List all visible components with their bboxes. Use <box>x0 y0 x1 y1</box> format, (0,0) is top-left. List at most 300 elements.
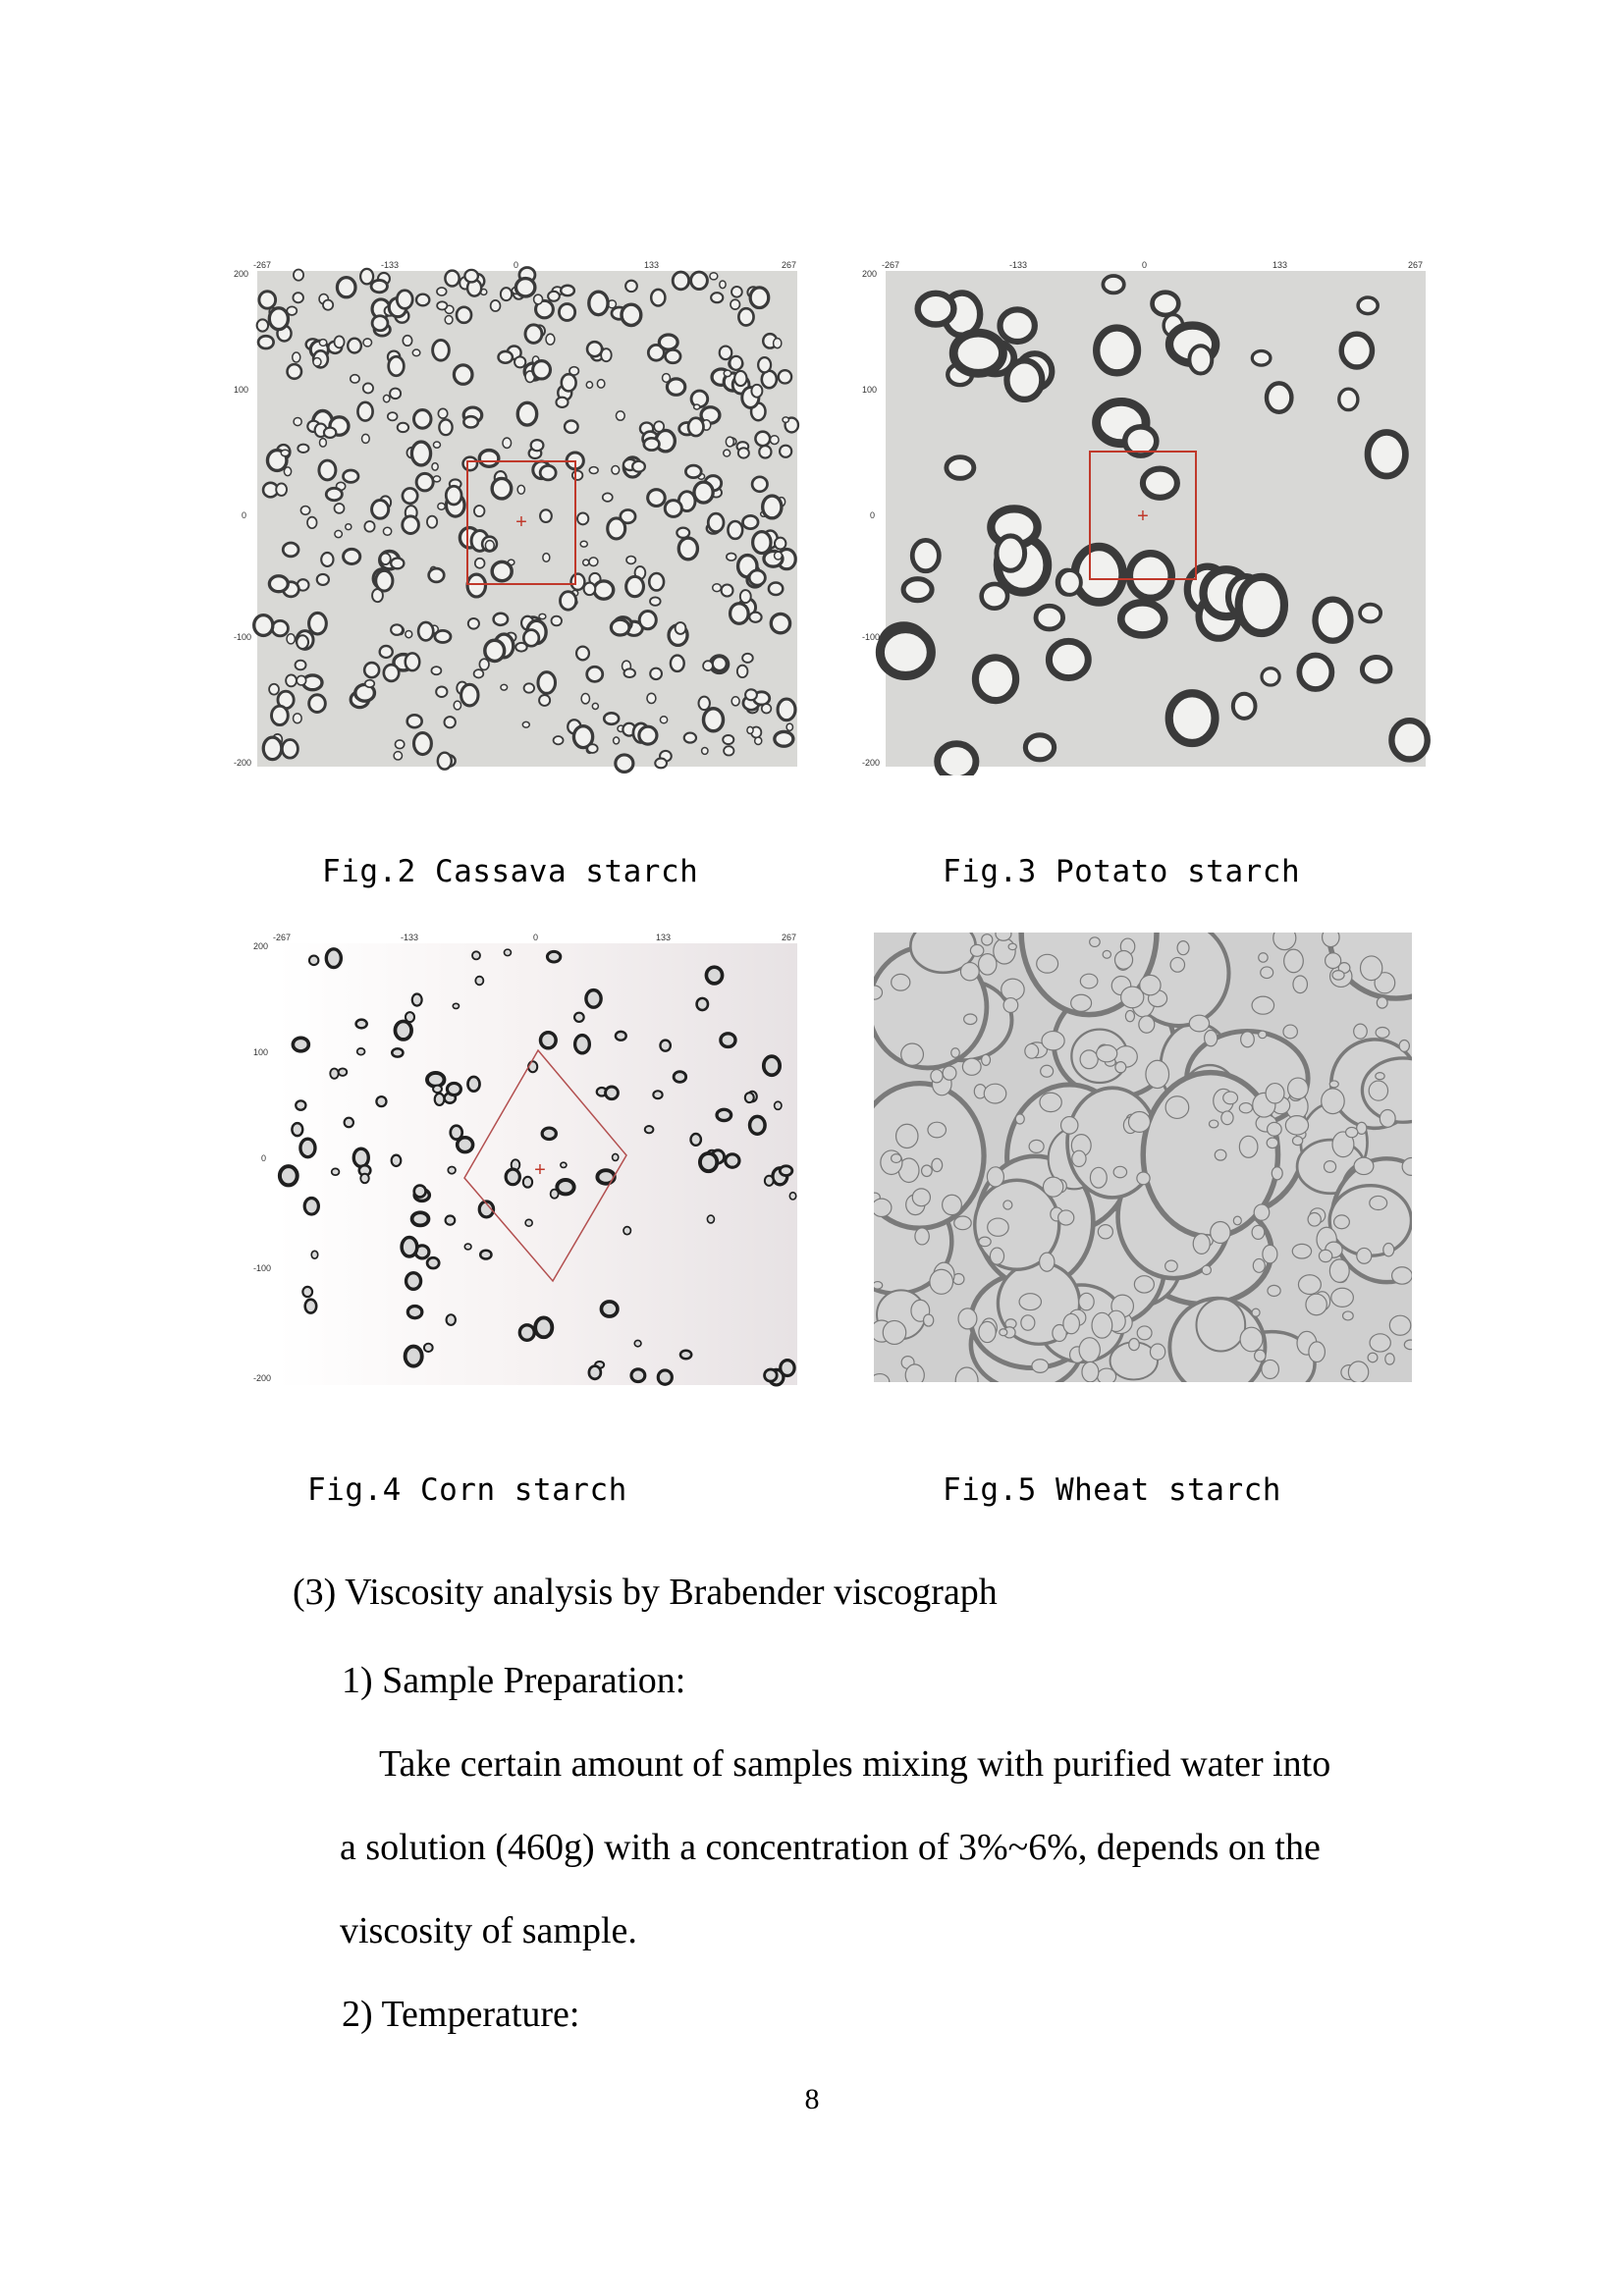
svg-text:-133: -133 <box>381 260 400 270</box>
starch-granule <box>1075 547 1123 602</box>
starch-granule <box>616 411 624 420</box>
starch-granule <box>1339 389 1358 409</box>
svg-text:-100: -100 <box>253 1263 272 1273</box>
starch-granule <box>581 694 589 704</box>
starch-granule <box>433 442 440 448</box>
starch-granule <box>433 340 450 360</box>
starch-granule <box>994 938 1015 964</box>
starch-granule <box>1169 693 1216 743</box>
starch-granule <box>1080 1050 1098 1069</box>
starch-granule <box>601 1302 617 1316</box>
starch-granule <box>1239 1136 1258 1157</box>
starch-granule <box>614 737 620 744</box>
starch-granule <box>501 288 512 300</box>
item1-body-line3: viscosity of sample. <box>340 1910 637 1951</box>
svg-text:0: 0 <box>261 1153 267 1163</box>
starch-granule <box>538 672 556 694</box>
starch-granule <box>403 516 419 534</box>
starch-granule <box>703 661 713 670</box>
starch-granule <box>348 339 361 353</box>
starch-granule <box>1266 1084 1284 1103</box>
starch-granule <box>1000 1329 1007 1336</box>
starch-granule <box>319 439 326 448</box>
starch-granule <box>380 646 393 658</box>
starch-granule <box>560 592 575 610</box>
starch-granule <box>1006 360 1042 400</box>
starch-granule <box>648 490 666 507</box>
starch-granule <box>903 579 932 601</box>
starch-granule <box>1090 937 1101 947</box>
starch-granule <box>1092 1312 1112 1338</box>
starch-granule <box>931 1070 943 1083</box>
starch-granule <box>1103 276 1123 293</box>
starch-granule <box>1341 334 1372 367</box>
starch-granule <box>346 524 352 530</box>
starch-granule <box>524 683 535 692</box>
starch-granule <box>1376 1027 1389 1038</box>
starch-granule <box>1376 1073 1384 1080</box>
starch-granule <box>437 301 447 309</box>
starch-granule <box>1399 1040 1409 1051</box>
starch-granule <box>1252 996 1274 1014</box>
starch-granule <box>397 291 412 309</box>
starch-granule <box>335 336 345 347</box>
starch-granule <box>390 389 401 400</box>
starch-granule <box>543 554 550 562</box>
figure-corn-starch <box>253 928 803 1389</box>
starch-granule <box>728 521 742 539</box>
starch-granule <box>263 737 282 760</box>
starch-granule <box>416 473 433 490</box>
starch-granule <box>1029 1140 1044 1152</box>
starch-granule <box>660 1041 670 1051</box>
starch-granule <box>1368 1353 1378 1362</box>
starch-granule <box>1285 1116 1308 1135</box>
crosshair-icon: + <box>515 511 527 533</box>
starch-granule <box>597 380 605 389</box>
starch-granule <box>363 383 373 393</box>
starch-granule <box>464 1244 471 1250</box>
starch-granule <box>1326 953 1341 969</box>
starch-granule <box>1267 1138 1278 1148</box>
starch-granule <box>775 552 783 560</box>
starch-granule <box>407 1306 421 1317</box>
starch-granule <box>613 1153 619 1160</box>
starch-granule <box>284 467 291 476</box>
starch-granule <box>677 528 689 538</box>
starch-granule <box>616 1032 626 1041</box>
starch-granule <box>313 358 321 366</box>
starch-granule <box>659 335 677 349</box>
starch-granule <box>608 518 625 539</box>
starch-granule <box>738 448 749 457</box>
starch-granule <box>304 1199 318 1215</box>
starch-granule <box>586 382 592 389</box>
starch-granule <box>540 465 556 480</box>
starch-granule <box>406 653 420 670</box>
starch-granule <box>356 1020 367 1029</box>
starch-granule <box>436 686 447 697</box>
starch-granule <box>445 271 459 287</box>
starch-granule <box>392 1155 402 1166</box>
starch-granule <box>528 1061 537 1072</box>
starch-granule <box>1021 1315 1035 1330</box>
svg-text:-100: -100 <box>234 632 252 642</box>
starch-granule <box>391 559 404 569</box>
starch-granule <box>953 333 1002 373</box>
starch-granule <box>700 1153 717 1171</box>
starch-granule <box>1061 1117 1078 1135</box>
starch-granule <box>631 1369 645 1382</box>
starch-granule <box>987 1167 1003 1187</box>
starch-granule <box>753 532 771 554</box>
starch-granule <box>323 300 333 310</box>
starch-granule <box>1391 721 1427 759</box>
starch-granule <box>535 1317 552 1337</box>
svg-text:-200: -200 <box>862 758 881 768</box>
starch-granule <box>572 471 582 480</box>
starch-granule <box>1404 1340 1412 1350</box>
starch-granule <box>1389 1315 1410 1335</box>
starch-granule <box>1272 1167 1282 1180</box>
starch-granule <box>1253 1258 1265 1272</box>
svg-text:-100: -100 <box>862 632 881 642</box>
starch-granule <box>411 442 430 465</box>
starch-granule <box>1383 1243 1394 1255</box>
starch-granule <box>775 1101 782 1109</box>
starch-granule <box>1134 1276 1154 1293</box>
starch-granule <box>1153 293 1179 315</box>
starch-granule <box>901 1043 924 1065</box>
starch-granule <box>254 615 273 636</box>
starch-granule <box>431 667 441 674</box>
starch-granule <box>616 755 633 772</box>
figure-wheat-starch <box>874 933 1412 1382</box>
starch-granule <box>1113 1166 1126 1177</box>
starch-granule <box>514 356 525 367</box>
starch-granule <box>515 279 534 296</box>
starch-granule <box>539 695 550 706</box>
starch-granule <box>1233 694 1256 719</box>
starch-granule <box>501 684 508 690</box>
starch-granule <box>447 1314 456 1325</box>
starch-granule <box>1040 1253 1055 1271</box>
starch-granule <box>1239 577 1284 633</box>
starch-granule <box>1268 1285 1280 1296</box>
starch-granule <box>384 665 399 681</box>
starch-granule <box>1252 350 1271 365</box>
starch-granule <box>924 1314 934 1326</box>
starch-granule <box>287 634 295 644</box>
starch-granule <box>548 292 560 301</box>
starch-granule <box>492 478 512 499</box>
starch-granule <box>1329 1259 1349 1282</box>
starch-granule <box>541 1033 557 1048</box>
starch-granule <box>915 1228 929 1245</box>
starch-granule <box>1252 1308 1260 1316</box>
starch-granule <box>769 583 783 595</box>
svg-text:100: 100 <box>253 1047 269 1057</box>
starch-granule <box>713 584 722 592</box>
starch-granule <box>755 737 762 745</box>
starch-granule <box>494 614 508 625</box>
starch-granule <box>1215 1149 1226 1160</box>
starch-granule <box>720 347 732 360</box>
starch-granule <box>531 440 544 451</box>
starch-granule <box>1097 328 1138 373</box>
starch-granule <box>580 541 587 547</box>
starch-granule <box>918 294 954 325</box>
starch-granule <box>586 990 601 1008</box>
starch-granule <box>606 1087 619 1099</box>
starch-granule <box>376 1096 386 1106</box>
starch-granule <box>604 713 619 724</box>
starch-granule <box>398 423 408 432</box>
starch-granule <box>731 604 749 624</box>
starch-granule <box>747 726 753 733</box>
starch-granule <box>271 706 288 724</box>
starch-granule <box>639 726 657 744</box>
starch-granule <box>269 684 279 695</box>
svg-text:-133: -133 <box>401 933 419 942</box>
starch-granule <box>319 460 336 480</box>
starch-granule <box>764 1056 780 1075</box>
starch-granule <box>650 668 662 679</box>
starch-granule <box>947 457 974 479</box>
starch-granule <box>720 281 726 289</box>
starch-granule <box>258 336 274 348</box>
starch-granule <box>475 559 485 568</box>
starch-granule <box>654 421 664 432</box>
starch-granule <box>309 695 326 713</box>
starch-granule <box>539 614 546 618</box>
starch-granule <box>1324 1161 1335 1173</box>
starch-granule <box>414 1186 426 1198</box>
starch-granule <box>1283 1025 1297 1039</box>
starch-granule <box>713 657 727 670</box>
starch-granule <box>1196 1299 1245 1351</box>
starch-granule <box>1292 1137 1302 1146</box>
starch-granule <box>445 315 453 324</box>
starch-granule <box>463 416 478 427</box>
starch-granule <box>300 507 309 515</box>
starch-granule <box>282 740 298 759</box>
starch-granule <box>305 1300 317 1313</box>
starch-granule <box>293 293 303 302</box>
starch-granule <box>1193 1234 1210 1255</box>
starch-granule <box>781 1361 794 1376</box>
starch-granule <box>1362 658 1389 682</box>
starch-granule <box>690 1134 700 1146</box>
starch-granule <box>389 356 405 376</box>
starch-granule <box>1263 1245 1277 1262</box>
starch-granule <box>288 364 302 379</box>
starch-granule <box>771 614 789 632</box>
svg-text:0: 0 <box>533 933 539 942</box>
starch-granule <box>556 398 568 407</box>
starch-granule <box>326 488 342 500</box>
starch-granule <box>1223 1092 1238 1104</box>
starch-granule <box>1322 1089 1345 1114</box>
starch-granule <box>783 417 788 422</box>
starch-granule <box>774 339 782 348</box>
starch-granule <box>437 288 447 295</box>
starch-granule <box>922 1165 933 1177</box>
starch-granule <box>438 753 452 770</box>
starch-granule <box>403 488 417 503</box>
crosshair-icon: + <box>534 1159 546 1181</box>
starch-granule <box>954 1216 971 1230</box>
starch-granule <box>447 1083 460 1095</box>
starch-granule <box>335 504 345 513</box>
starch-granule <box>332 1168 340 1175</box>
starch-granule <box>321 553 333 566</box>
starch-granule <box>435 630 451 642</box>
starch-granule <box>1049 641 1088 677</box>
micrograph-wheat <box>874 933 1412 1382</box>
starch-granule <box>364 663 379 677</box>
starch-granule <box>519 1325 534 1340</box>
starch-granule <box>294 417 301 425</box>
starch-granule <box>658 1370 672 1384</box>
starch-granule <box>391 624 403 635</box>
starch-granule <box>559 304 574 321</box>
item1-title: 1) Sample Preparation: <box>342 1660 686 1701</box>
starch-granule <box>416 294 429 306</box>
starch-granule <box>472 951 480 959</box>
starch-granule <box>293 1038 308 1051</box>
starch-granule <box>726 437 733 447</box>
starch-granule <box>517 402 536 425</box>
starch-granule <box>357 1048 365 1055</box>
starch-granule <box>1357 1248 1372 1263</box>
starch-granule <box>546 334 555 345</box>
starch-granule <box>731 697 739 706</box>
starch-granule <box>1329 1081 1338 1088</box>
starch-granule <box>344 549 360 563</box>
caption-fig3: Fig.3 Potato starch <box>943 854 1301 889</box>
starch-granule <box>365 680 375 687</box>
starch-granule <box>561 1162 567 1167</box>
svg-text:-267: -267 <box>253 260 272 270</box>
starch-granule <box>626 557 635 564</box>
starch-granule <box>1008 943 1016 949</box>
starch-granule <box>988 1218 1009 1236</box>
starch-granule <box>406 1273 421 1290</box>
starch-granule <box>283 543 298 557</box>
section-heading: (3) Viscosity analysis by Brabender viscograph <box>293 1572 998 1613</box>
starch-granule <box>979 954 997 975</box>
starch-granule <box>1261 967 1273 979</box>
crosshair-icon: + <box>1137 506 1149 527</box>
starch-granule <box>688 418 703 436</box>
starch-granule <box>474 506 485 516</box>
starch-granule <box>928 1122 947 1138</box>
starch-granule <box>990 1248 1003 1264</box>
starch-granule <box>970 944 983 956</box>
starch-granule <box>1358 297 1378 314</box>
starch-granule <box>710 273 718 280</box>
starch-granule <box>625 281 637 292</box>
starch-granule <box>1140 975 1161 994</box>
starch-granule <box>1063 1313 1080 1333</box>
starch-granule <box>779 370 791 383</box>
starch-granule <box>1319 1250 1331 1261</box>
starch-granule <box>1306 1294 1326 1315</box>
starch-granule <box>655 759 667 769</box>
starch-granule <box>1308 1212 1321 1226</box>
starch-granule <box>432 463 438 470</box>
starch-granule <box>1299 656 1331 689</box>
starch-granule <box>463 457 477 471</box>
starch-granule <box>418 622 433 641</box>
starch-granule <box>724 450 731 456</box>
starch-granule <box>403 336 411 346</box>
starch-granule <box>467 574 485 597</box>
starch-granule <box>1331 1288 1354 1307</box>
starch-granule <box>892 974 910 990</box>
starch-granule <box>345 1118 353 1128</box>
starch-granule <box>1392 1267 1412 1284</box>
starch-granule <box>673 272 688 290</box>
starch-granule <box>880 629 931 676</box>
starch-granule <box>603 493 613 501</box>
starch-granule <box>745 1093 754 1102</box>
starch-granule <box>685 465 701 478</box>
starch-granule <box>412 349 420 356</box>
starch-granule <box>533 361 551 379</box>
starch-granule <box>1090 1167 1107 1188</box>
starch-granule <box>281 450 289 455</box>
starch-granule <box>269 308 288 330</box>
starch-granule <box>960 963 979 981</box>
starch-granule <box>975 658 1015 701</box>
starch-granule <box>943 1066 956 1080</box>
caption-fig4: Fig.4 Corn starch <box>307 1472 627 1508</box>
starch-granule <box>1001 979 1024 1000</box>
starch-granule <box>294 269 303 280</box>
starch-granule <box>1284 949 1304 973</box>
starch-granule <box>1332 971 1344 980</box>
starch-granule <box>731 299 740 309</box>
starch-granule <box>680 1351 691 1360</box>
starch-granule <box>479 451 499 467</box>
svg-text:-200: -200 <box>253 1373 272 1383</box>
starch-granule <box>574 1013 584 1022</box>
svg-text:-267: -267 <box>882 260 900 270</box>
starch-granule <box>592 703 598 709</box>
starch-granule <box>645 1126 654 1133</box>
starch-granule <box>727 553 736 561</box>
starch-granule <box>717 1109 731 1120</box>
svg-text:200: 200 <box>253 941 269 951</box>
starch-granule <box>694 482 713 503</box>
starch-granule <box>474 669 484 677</box>
starch-granule <box>742 654 753 663</box>
starch-granule <box>1079 1338 1100 1362</box>
starch-granule <box>883 1320 905 1344</box>
starch-granule <box>1361 956 1382 981</box>
starch-granule <box>1103 950 1110 958</box>
starch-granule <box>665 501 681 517</box>
starch-granule <box>298 445 308 453</box>
starch-granule <box>932 1158 943 1171</box>
micrograph-cassava <box>234 255 803 775</box>
starch-granule <box>1015 1114 1024 1124</box>
starch-granule <box>930 1269 953 1294</box>
starch-granule <box>360 269 373 285</box>
starch-granule <box>724 746 733 755</box>
